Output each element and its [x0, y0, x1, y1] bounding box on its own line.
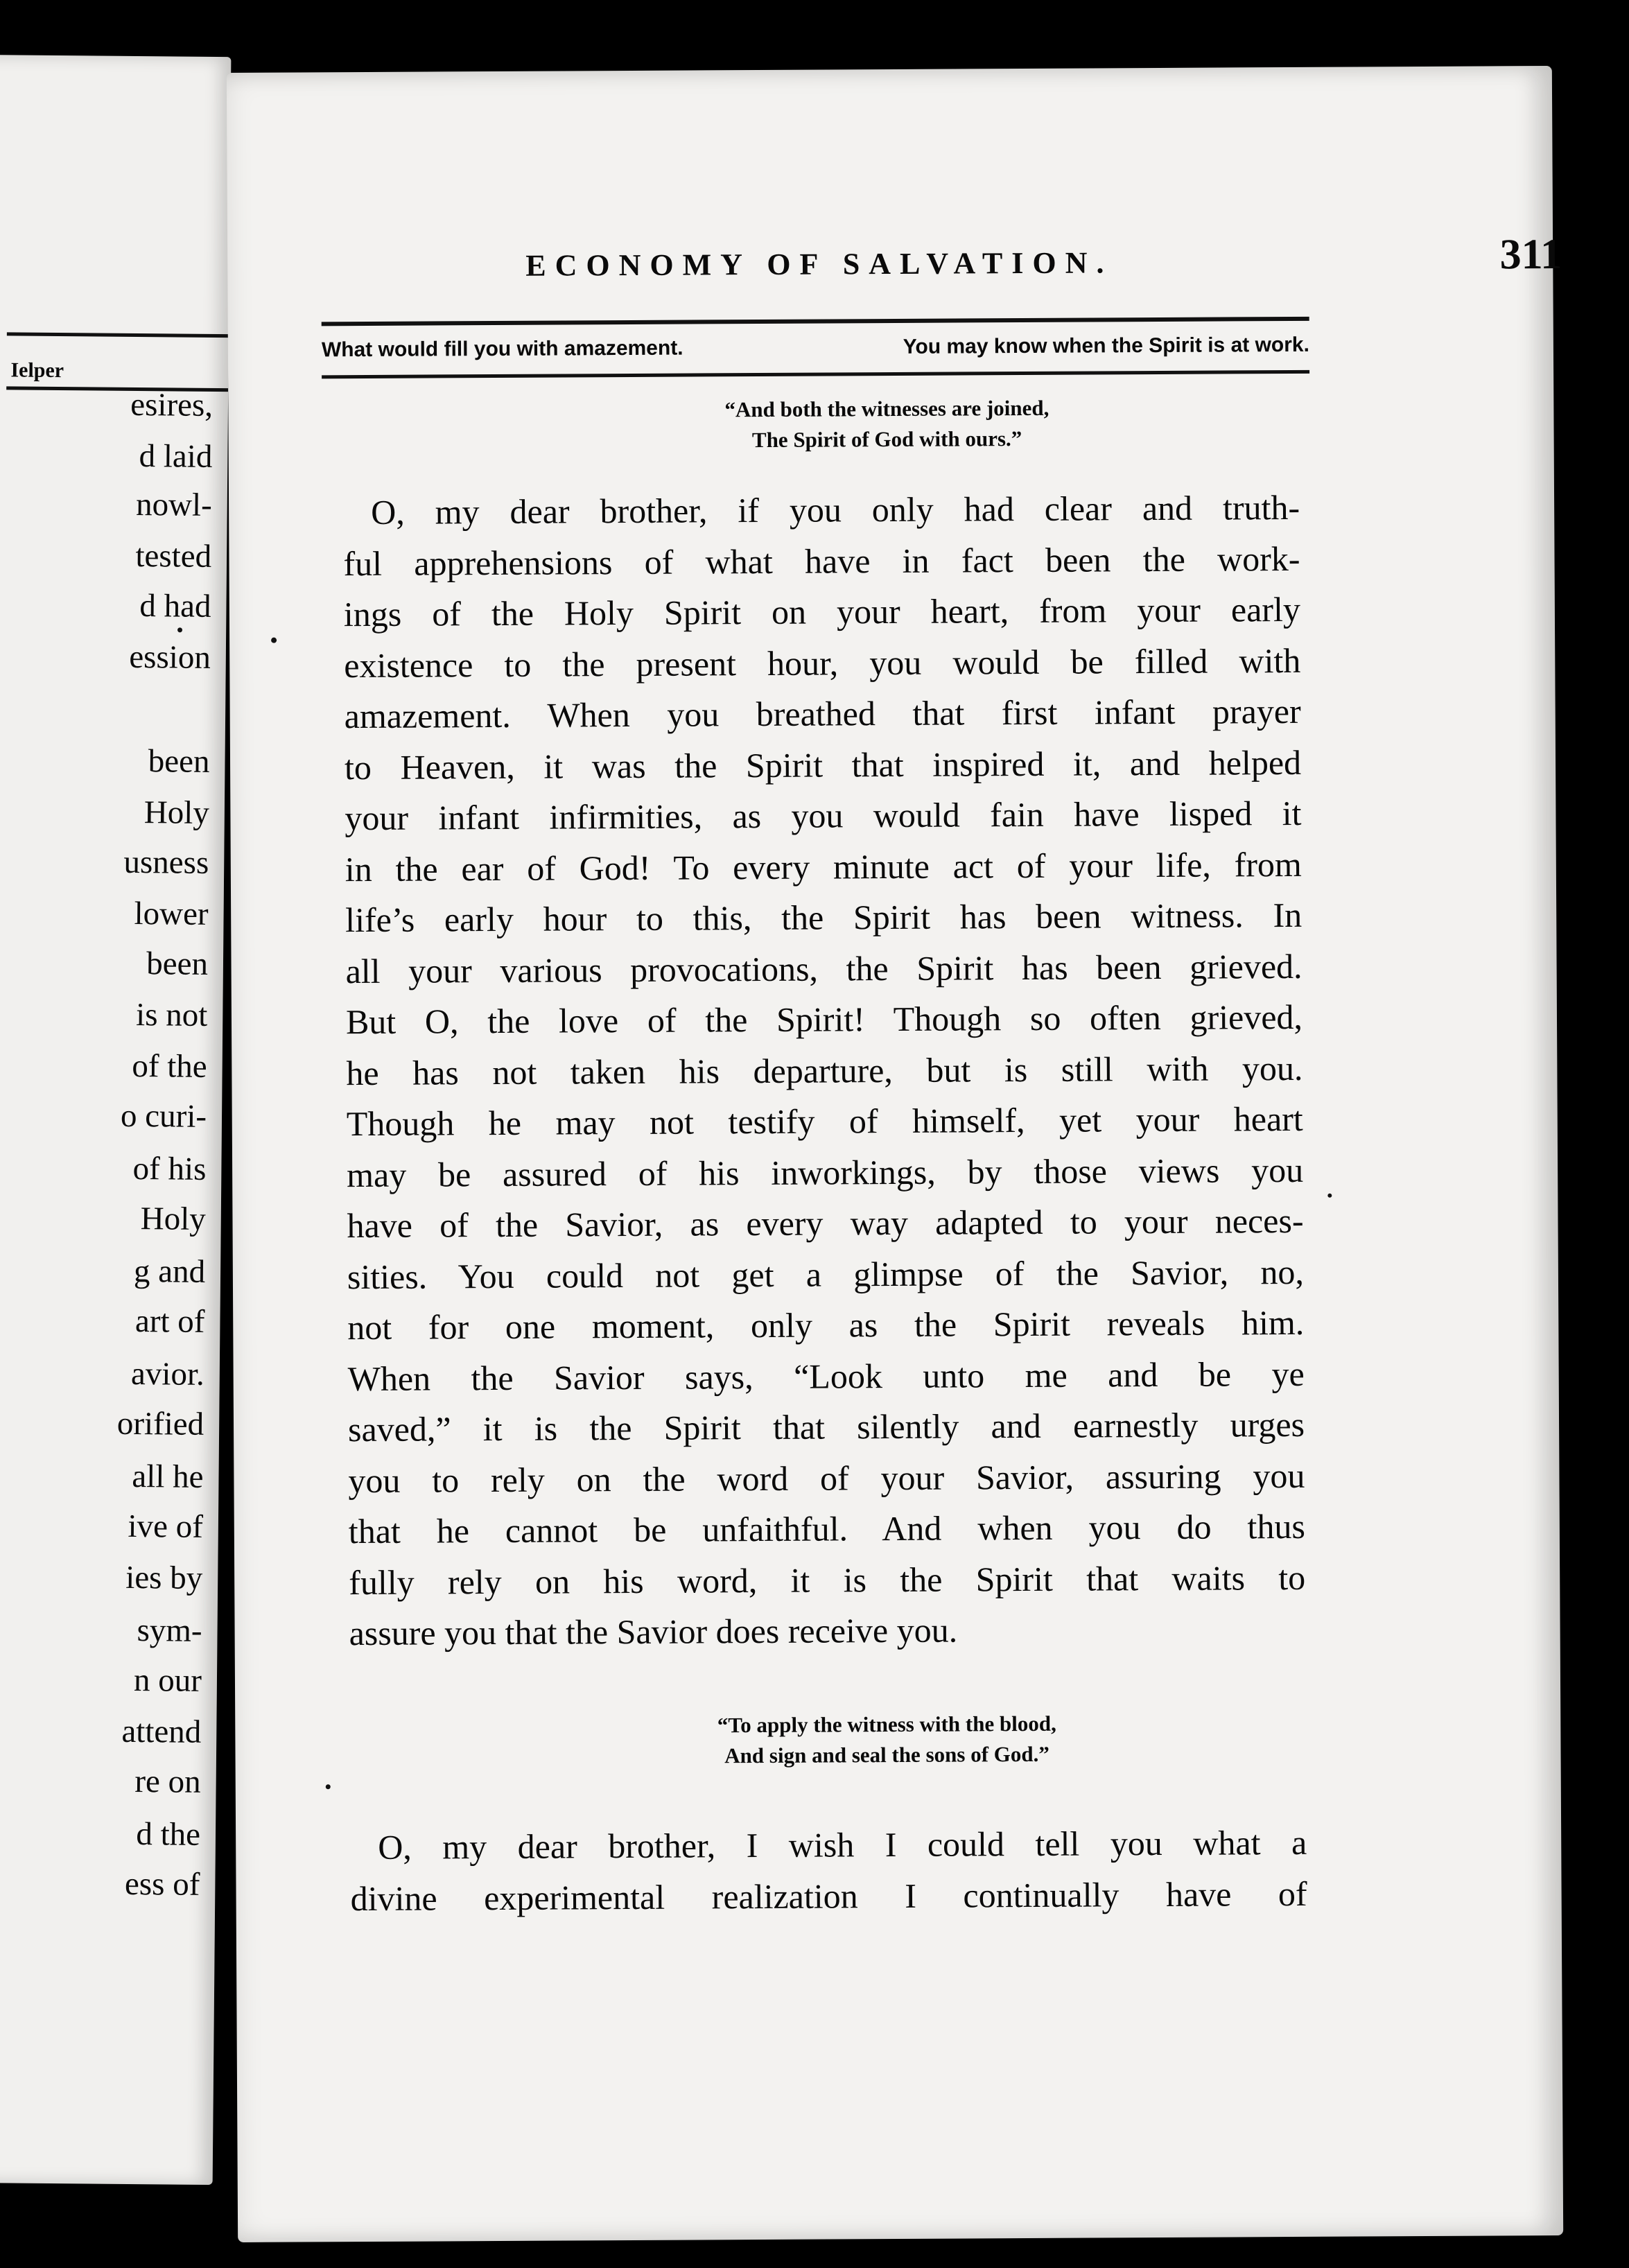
- left-page-line-fragment: n our: [133, 1662, 202, 1699]
- left-page-line-fragment: nowl-: [135, 486, 212, 523]
- running-title: ECONOMY OF SALVATION.: [525, 245, 1113, 283]
- left-page-line-fragment: of the: [132, 1047, 207, 1085]
- text-line: to Heaven, it was the Spirit that inspired it, and helped: [344, 742, 1302, 787]
- text-line: in the ear of God! To every minute act of your life, from: [345, 844, 1302, 889]
- left-page-line-fragment: orified: [116, 1405, 204, 1442]
- text-line: ings of the Holy Spirit on your heart, from your early: [343, 589, 1301, 634]
- text-line: When the Savior says, “Look unto me and be ye: [347, 1354, 1305, 1398]
- left-page-line-fragment: art of: [134, 1303, 205, 1340]
- topic-right: You may know when the Spirit is at work.: [903, 333, 1309, 358]
- verse-line: The Spirit of God with ours.”: [751, 426, 1022, 453]
- text-line: sities. You could not get a glimpse of the Savior, no,: [347, 1252, 1305, 1296]
- left-page-line-fragment: o curi-: [120, 1097, 207, 1135]
- text-line: life’s early hour to this, the Spirit has been witness. In: [345, 895, 1303, 940]
- verse-quote-2: [623, 1708, 1150, 1772]
- text-line: all your various provocations, the Spirit has been grieved.: [345, 946, 1303, 991]
- left-page-line-fragment: d laid: [139, 438, 213, 475]
- text-line: O, my dear brother, if you only had clear and truth-: [370, 487, 1300, 532]
- text-line: that he cannot be unfaithful. And when you do thus: [348, 1506, 1305, 1551]
- ink-speck: [326, 1784, 331, 1789]
- left-page-line-fragment: tested: [135, 537, 212, 575]
- left-page-line-fragment: Holy: [140, 1201, 206, 1237]
- left-page-line-fragment: attend: [121, 1713, 202, 1750]
- verse-line: “To apply the witness with the blood,: [717, 1711, 1056, 1738]
- text-line: he has not taken his departure, but is still with you.: [346, 1048, 1303, 1092]
- left-page-line-fragment: lower: [134, 895, 209, 932]
- left-page-rule: [7, 332, 229, 338]
- page-number: 311: [1499, 230, 1562, 279]
- text-line: your infant infirmities, as you would fain have lisped it: [345, 793, 1302, 838]
- text-line: O, my dear brother, I wish I could tell you what a: [378, 1822, 1307, 1867]
- left-facing-page: [0, 54, 231, 2185]
- left-page-line-fragment: been: [148, 743, 210, 780]
- header-rule-bottom: [322, 370, 1309, 378]
- ink-speck: [271, 638, 277, 643]
- text-line: existence to the present hour, you would be filled with: [344, 640, 1301, 685]
- text-line: Though he may not testify of himself, yet your heart: [346, 1099, 1303, 1144]
- text-line: divine experimental realization I continually have of: [350, 1874, 1307, 1919]
- ink-speck: [1327, 1194, 1332, 1198]
- left-page-line-fragment: sym-: [137, 1612, 202, 1649]
- left-page-line-fragment: g and: [133, 1253, 206, 1290]
- left-page-line-fragment: is not: [135, 997, 208, 1033]
- topic-line: [322, 324, 1309, 372]
- text-line: you to rely on the word of your Savior, assuring you: [348, 1456, 1305, 1500]
- text-line: saved,” it is the Spirit that silently and earnestly urges: [347, 1404, 1305, 1449]
- text-line: But O, the love of the Spirit! Though so often grieved,: [345, 997, 1303, 1042]
- left-page-line-fragment: ession: [129, 638, 211, 676]
- text-line: may be assured of his inworkings, by those views you: [346, 1150, 1304, 1194]
- text-line: have of the Savior, as every way adapted to your neces-: [347, 1201, 1304, 1246]
- left-page-line-fragment: d the: [136, 1816, 201, 1853]
- left-page-line-fragment: avior.: [130, 1355, 205, 1393]
- verse-line: And sign and seal the sons of God.”: [724, 1741, 1049, 1768]
- text-line: fully rely on his word, it is the Spirit that waits to: [349, 1558, 1306, 1602]
- left-page-line-fragment: been: [146, 945, 209, 982]
- text-line: amazement. When you breathed that first infant prayer: [344, 691, 1301, 736]
- left-page-line-fragment: d had: [139, 588, 211, 625]
- left-page-line-fragment: esires,: [130, 386, 214, 424]
- left-page-line-fragment: of his: [132, 1150, 207, 1187]
- verse-line: “And both the witnesses are joined,: [724, 395, 1049, 422]
- text-line: ful apprehensions of what have in fact been the work-: [343, 539, 1300, 583]
- left-page-line-fragment: all he: [132, 1458, 204, 1495]
- text-line: assure you that the Savior does receive you.: [349, 1610, 958, 1653]
- book-page: [227, 66, 1563, 2242]
- ink-speck: [177, 627, 182, 632]
- left-page-line-fragment: ess of: [124, 1865, 200, 1903]
- topic-left: What would fill you with amazement.: [321, 336, 683, 362]
- text-line: not for one moment, only as the Spirit reveals him.: [347, 1302, 1305, 1347]
- verse-quote-1: [644, 392, 1129, 456]
- left-page-line-fragment: usness: [123, 844, 209, 881]
- left-page-line-fragment: ive of: [128, 1508, 204, 1545]
- left-page-line-fragment: Holy: [143, 794, 210, 831]
- running-head: [525, 230, 1562, 304]
- left-page-header-fragment: Ielper: [10, 358, 64, 383]
- left-page-line-fragment: re on: [134, 1763, 201, 1800]
- left-page-line-fragment: ies by: [125, 1559, 203, 1596]
